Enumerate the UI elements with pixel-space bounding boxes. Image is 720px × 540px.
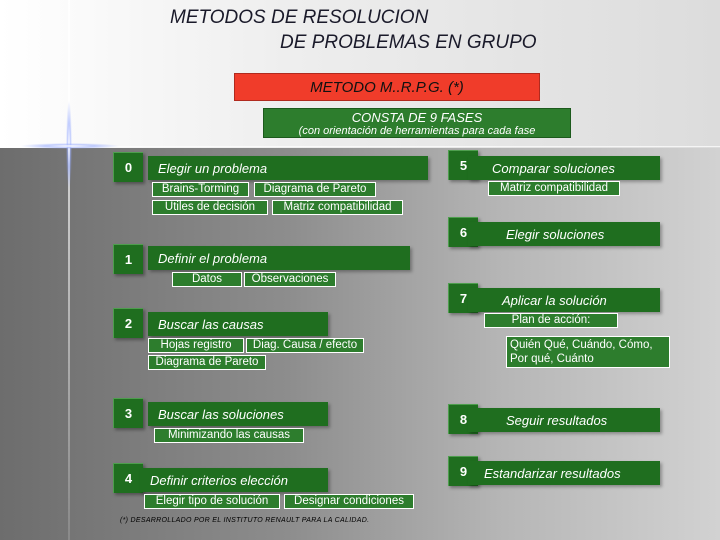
phase-4-tool-1: Elegir tipo de solución [144,494,280,509]
phase-8-number: 8 [448,404,478,434]
phase-0-tool-2: Diagrama de Pareto [254,182,376,197]
phase-1-tool-1: Datos [172,272,242,287]
phase-4-number: 4 [113,463,143,493]
phase-2-tool-3: Diagrama de Pareto [148,355,266,370]
phase-3-title: Buscar las soluciones [148,402,328,426]
title-line-2: DE PROBLEMAS EN GRUPO [280,32,537,53]
sparkle-icon-horizontal [20,143,120,149]
phase-8-title: Seguir resultados [468,408,660,432]
phase-0-tool-4: Matriz compatibilidad [272,200,403,215]
phase-2-tool-1: Hojas registro [148,338,244,353]
method-label: METODO M..R.P.G. (*) [234,73,540,101]
phase-2-title: Buscar las causas [148,312,328,336]
phase-9-title: Estandarizar resultados [468,461,660,485]
phase-4-tool-2: Designar condiciones [284,494,414,509]
decorative-vertical-line [68,0,70,540]
phase-7-title: Aplicar la solución [468,288,660,312]
phase-3-number: 3 [113,398,143,428]
phase-5-title: Comparar soluciones [468,156,660,180]
phase-1-tool-2: Observaciones [244,272,336,287]
phase-1-title: Definir el problema [148,246,410,270]
phase-4-title: Definir criterios elección [140,468,328,492]
phases-header-line-1: CONSTA DE 9 FASES [351,110,483,125]
phase-5-number: 5 [448,150,478,180]
phases-header [263,108,571,138]
phase-0-title: Elegir un problema [148,156,428,180]
phase-7-tool-2: Quién Qué, Cuándo, Cómo, Por qué, Cuánto [506,336,670,368]
phase-0-tool-3: Utiles de decisión [152,200,268,215]
phase-6-title: Elegir soluciones [468,222,660,246]
phase-3-tool-1: Minimizando las causas [154,428,304,443]
phase-6-number: 6 [448,217,478,247]
phase-0-tool-1: Brains-Torming [152,182,249,197]
phase-0-number: 0 [113,152,143,182]
title-line-1: METODOS DE RESOLUCION [170,7,429,28]
phase-7-number: 7 [448,283,478,313]
phase-1-number: 1 [113,244,143,274]
phase-7-tool-1: Plan de acción: [484,313,618,328]
phase-2-number: 2 [113,308,143,338]
phase-2-tool-2: Diag. Causa / efecto [246,338,364,353]
phases-header-line-2: (con orientación de herramientas para cada fase [298,125,536,137]
footnote: (*) DESARROLLADO POR EL INSTITUTO RENAULT PARA LA CALIDAD. [120,517,370,524]
phase-9-number: 9 [448,456,478,486]
phase-5-tool-1: Matriz compatibilidad [488,181,620,196]
